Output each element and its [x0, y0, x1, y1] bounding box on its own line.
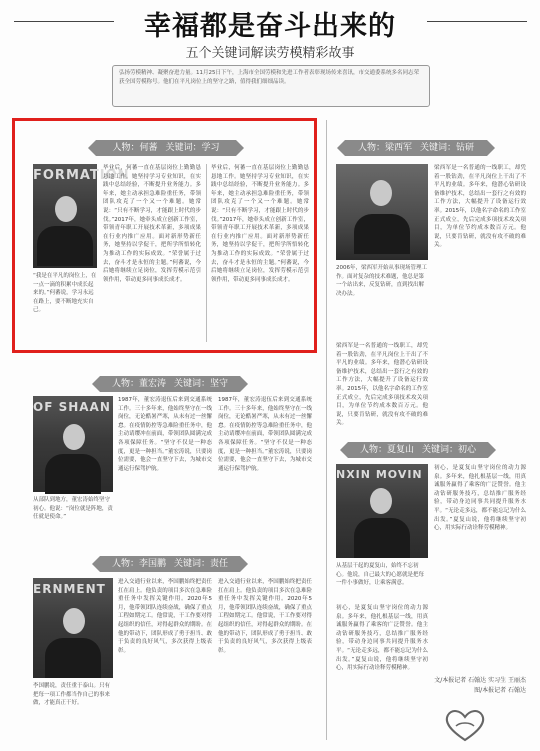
keyword-label: 关键词：责任	[174, 559, 229, 569]
body-liang: 梁西军是一名普通的一线职工，却凭着一股钻劲，在平凡岗位上干出了不平凡的业绩。多年来，他潜心钻研设备维护技术，总结出一套行之有效的工作方法，大幅提升了设备运行效率。2015年，以他名字命名的工作室正式成立，先后完成多项技术攻关项目，为单位节约成本数百万元。他说，只要肯钻研，就没有攻不破的难关。	[434, 165, 526, 249]
keyword-label: 关键词：坚守	[174, 379, 229, 389]
section-bar-li	[100, 556, 240, 572]
photo-he	[33, 164, 130, 268]
person-head	[370, 180, 392, 206]
body-xia: 初心，是夏复山坚守岗位的动力源泉。多年来，他扎根基层一线，用真诚服务赢得了乘客的广泛赞誉。他主动钻研服务技巧，总结推广服务经验，带动身边同事共同提升服务水平。“无论走多远，都不能忘记为什么出发。”夏复山说，他将继续坚守初心，用实际行动诠释劳模精神。	[434, 465, 526, 532]
person-body	[45, 454, 101, 494]
heart-logo-icon	[440, 704, 490, 744]
person-body	[354, 518, 410, 558]
section-bar-liang	[345, 140, 487, 156]
body-xia-cont: 初心，是夏复山坚守岗位的动力源泉。多年来，他扎根基层一线，用真诚服务赢得了乘客的广泛赞誉。他主动钻研服务技巧，总结推广服务经验，带动身边同事共同提升服务水平。“无论走多远，都不能忘记为什么出发。”夏复山说，他将继续坚守初心，用实际行动诠释劳模精神。	[336, 605, 428, 672]
photo-li	[33, 578, 113, 678]
subheadline: 五个关键词解读劳模精彩故事	[185, 46, 355, 61]
byline-1: 文/本报记者 石翰达 实习生 王丽杰	[434, 677, 526, 684]
caption-dong: 从部队到地方，董宏涛始终坚守初心。他说：“岗位就是阵地，责任就是使命。”	[33, 497, 113, 521]
intro-box: 弘扬劳模精神、凝聚奋进力量。11月25日下午，上海市全国劳模和先进工作者表彰现场传来喜讯，市交通委系统多名同志荣获全国劳模称号。他们在平凡岗位上的坚守之路，值得我们细细品读。	[112, 65, 430, 107]
keyword-label: 关键词：初心	[422, 445, 477, 455]
keyword-label: 关键词：钻研	[420, 143, 475, 153]
photo-xia	[336, 464, 428, 558]
section-bar-dong	[100, 376, 240, 392]
person-head	[370, 488, 392, 514]
section-bar-he	[96, 140, 236, 156]
person-head	[55, 196, 77, 222]
person-label: 人物：董宏涛	[111, 379, 166, 389]
person-head	[63, 424, 85, 450]
body-dong-col1: 1987年，董宏涛退伍后来到交通系统工作。三十多年来，他始终坚守在一线岗位，无论酷暑严寒，从未有过一丝懈怠。在疫情防控等急难险重任务中，他主动请缨冲在前面，带领团队圆满完成各项保障任务。“坚守不仅是一种态度，更是一种担当。”董宏涛说，只要岗位需要，他会一直坚守下去，为城市交通运行保驾护航。	[118, 397, 212, 472]
caption-xia: 从基层干起的夏复山，始终不忘初心。他说，自己最大的心愿就是把每一件小事做好，让乘客满意。	[336, 563, 425, 587]
headline-rule-right	[427, 21, 527, 22]
person-head	[63, 608, 85, 634]
photo-banner-text: OF SHAAN	[33, 400, 111, 414]
photo-dong	[33, 396, 113, 492]
column-divider	[206, 164, 207, 342]
person-label: 人物：夏复山	[359, 445, 414, 455]
body-li-col1: 进入交通行业以来，李国鹏始终把责任扛在肩上。他负责的项目多次在急难险重任务中发挥关键作用。2020年5月，他带领团队连续奋战，确保了重点工程如期完工。他常说，干工作要对得起组织的信任，对得起群众的期盼。在他的带动下，团队形成了勇于担当、敢于负责的良好风气，多次获得上级表彰。	[118, 579, 212, 654]
body-liang-cont: 梁西军是一名普通的一线职工，却凭着一股钻劲，在平凡岗位上干出了不平凡的业绩。多年来，他潜心钻研设备维护技术，总结出一套行之有效的工作方法，大幅提升了设备运行效率。2015年，以他名字命名的工作室正式成立，先后完成多项技术攻关项目，为单位节约成本数百万元。他说，只要肯钻研，就没有攻不破的难关。	[336, 343, 428, 427]
photo-banner-text: NXIN MOVIN	[336, 468, 423, 481]
caption-li: 李国鹏说，责任重于泰山。只有把每一项工作都当作自己的事来做，才能真正干好。	[33, 683, 111, 707]
body-he-col1: 毕业后，何蕃一直在基层岗位上勤勤恳恳地工作。她坚持学习专业知识，在实践中总结经验，不断提升业务能力。多年来，她主动承担急难险重任务，带领团队攻克了一个又一个难题。她常说：“只有不断学习，才能跟上时代的步伐。”2017年，她牵头成立创新工作室，带领青年职工开展技术革新，多项成果在行业内推广应用。面对新形势新任务，她坚持以学促干，把所学所悟转化为推动工作的实际成效。“荣誉属于过去，奋斗才是永恒的主题。”何蕃说，今后她将继续立足岗位，发挥劳模示范引领作用，带动更多同事成长成才。	[103, 165, 201, 283]
section-bar-xia	[348, 442, 488, 458]
caption-he: “我是在平凡的岗位上，在一点一滴的积累中成长起来的。”何蕃说，学习永远在路上，要不断地充实自己。	[33, 273, 97, 314]
person-label: 人物：何蕃	[112, 143, 158, 153]
photo-banner-text: FORMATION	[33, 168, 130, 183]
person-body	[45, 638, 101, 678]
person-body	[354, 214, 410, 254]
person-label: 人物：李国鹏	[111, 559, 166, 569]
person-body	[37, 226, 93, 266]
body-li-col2: 进入交通行业以来，李国鹏始终把责任扛在肩上。他负责的项目多次在急难险重任务中发挥关键作用。2020年5月，他带领团队连续奋战，确保了重点工程如期完工。他常说，干工作要对得起组织的信任，对得起群众的期盼。在他的带动下，团队形成了勇于担当、敢于负责的良好风气，多次获得上级表彰。	[218, 579, 312, 654]
headline: 幸福都是奋斗出来的	[144, 11, 396, 42]
caption-liang: 2006年，梁西军开始从事现场管理工作。面对复杂的技术难题，他总是第一个站出来，反复钻研，直到找出解决办法。	[336, 265, 427, 297]
photo-liang	[336, 164, 428, 260]
body-dong-col2: 1987年，董宏涛退伍后来到交通系统工作。三十多年来，他始终坚守在一线岗位，无论酷暑严寒，从未有过一丝懈怠。在疫情防控等急难险重任务中，他主动请缨冲在前面，带领团队圆满完成各项保障任务。“坚守不仅是一种态度，更是一种担当。”董宏涛说，只要岗位需要，他会一直坚守下去，为城市交通运行保驾护航。	[218, 397, 312, 472]
photo-banner-text: ERNMENT	[33, 582, 106, 596]
byline-2: 图/本报记者 石翰达	[474, 687, 526, 694]
main-column-divider	[326, 120, 327, 740]
keyword-label: 关键词：学习	[165, 143, 220, 153]
body-he-col2: 毕业后，何蕃一直在基层岗位上勤勤恳恳地工作。她坚持学习专业知识，在实践中总结经验，不断提升业务能力。多年来，她主动承担急难险重任务，带领团队攻克了一个又一个难题。她常说：“只有不断学习，才能跟上时代的步伐。”2017年，她牵头成立创新工作室，带领青年职工开展技术革新，多项成果在行业内推广应用。面对新形势新任务，她坚持以学促干，把所学所悟转化为推动工作的实际成效。“荣誉属于过去，奋斗才是永恒的主题。”何蕃说，今后她将继续立足岗位，发挥劳模示范引领作用，带动更多同事成长成才。	[211, 165, 309, 283]
person-label: 人物：梁西军	[357, 143, 412, 153]
